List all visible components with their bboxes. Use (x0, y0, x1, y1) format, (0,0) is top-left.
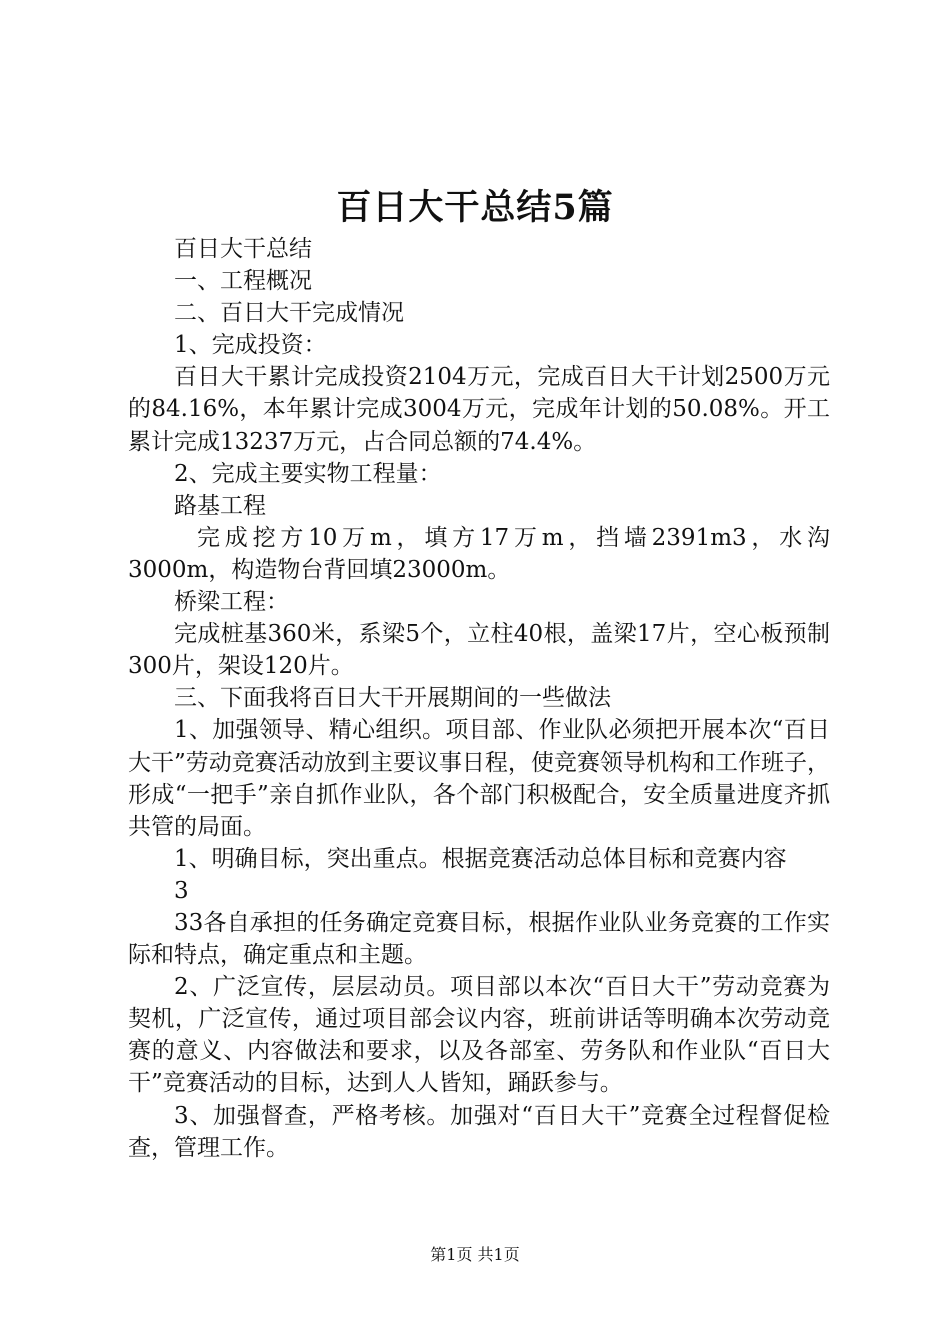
paragraph-section-completion: 二、百日大干完成情况 (174, 300, 404, 327)
paragraph-method-goals: 1、明确目标，突出重点。根据竞赛活动总体目标和竞赛内容 (174, 845, 787, 872)
paragraph-method-supervision: 3、加强督查，严格考核。加强对“百日大干”竞赛全过程督促检查，管理工作。 (128, 1102, 830, 1161)
page-footer: 第1页 共1页 (430, 1245, 520, 1264)
paragraph-bridge-detail: 完成桩基360米，系梁5个，立柱40根，盖梁17片，空心板预制300片，架设120片。 (128, 621, 830, 680)
paragraph-stray-number: 3 (174, 877, 189, 904)
paragraph-method-leadership: 1、加强领导、精心组织。项目部、作业队必须把开展本次“百日大干”劳动竞赛活动放到主要议事日程，使竞赛领导机构和工作班子，形成“一把手”亲自抓作业队，各个部门积极配合，安全质量进度齐抓共管的局面。 (128, 717, 830, 840)
paragraph-section-methods: 三、下面我将百日大干开展期间的一些做法 (174, 685, 611, 712)
paragraph-section-overview: 一、工程概况 (174, 268, 312, 295)
paragraph-summary-heading: 百日大干总结 (174, 236, 312, 262)
paragraph-roadbed-detail: 完成挖方10万m，填方17万m，挡墙2391m3，水沟3000m，构造物台背回填23000m。 (128, 524, 830, 583)
paragraph-roadbed-heading: 路基工程 (174, 492, 266, 519)
document-body (128, 233, 830, 1164)
paragraph-quantities-heading: 2、完成主要实物工程量： (174, 460, 442, 487)
paragraph-bridge-heading: 桥梁工程： (174, 589, 289, 616)
paragraph-method-goals-continued: 33各自承担的任务确定竞赛目标，根据作业队业务竞赛的工作实际和特点，确定重点和主题。 (128, 909, 830, 969)
document-title: 百日大干总结5篇 (336, 187, 614, 228)
paragraph-method-publicity: 2、广泛宣传，层层动员。项目部以本次“百日大干”劳动竞赛为契机，广泛宣传，通过项目部会议内容，班前讲话等明确本次劳动竞赛的意义、内容做法和要求，以及各部室、劳务队和作业队“百日大干”竞赛活动的目标，达到人人皆知，踊跃参与。 (128, 974, 830, 1097)
paragraph-investment-heading: 1、完成投资： (174, 332, 327, 359)
paragraph-investment-detail: 百日大干累计完成投资2104万元，完成百日大干计划2500万元的84.16%，本年累计完成3004万元，完成年计划的50.08%。开工累计完成13237万元，占合同总额的74.4%。 (128, 364, 830, 455)
